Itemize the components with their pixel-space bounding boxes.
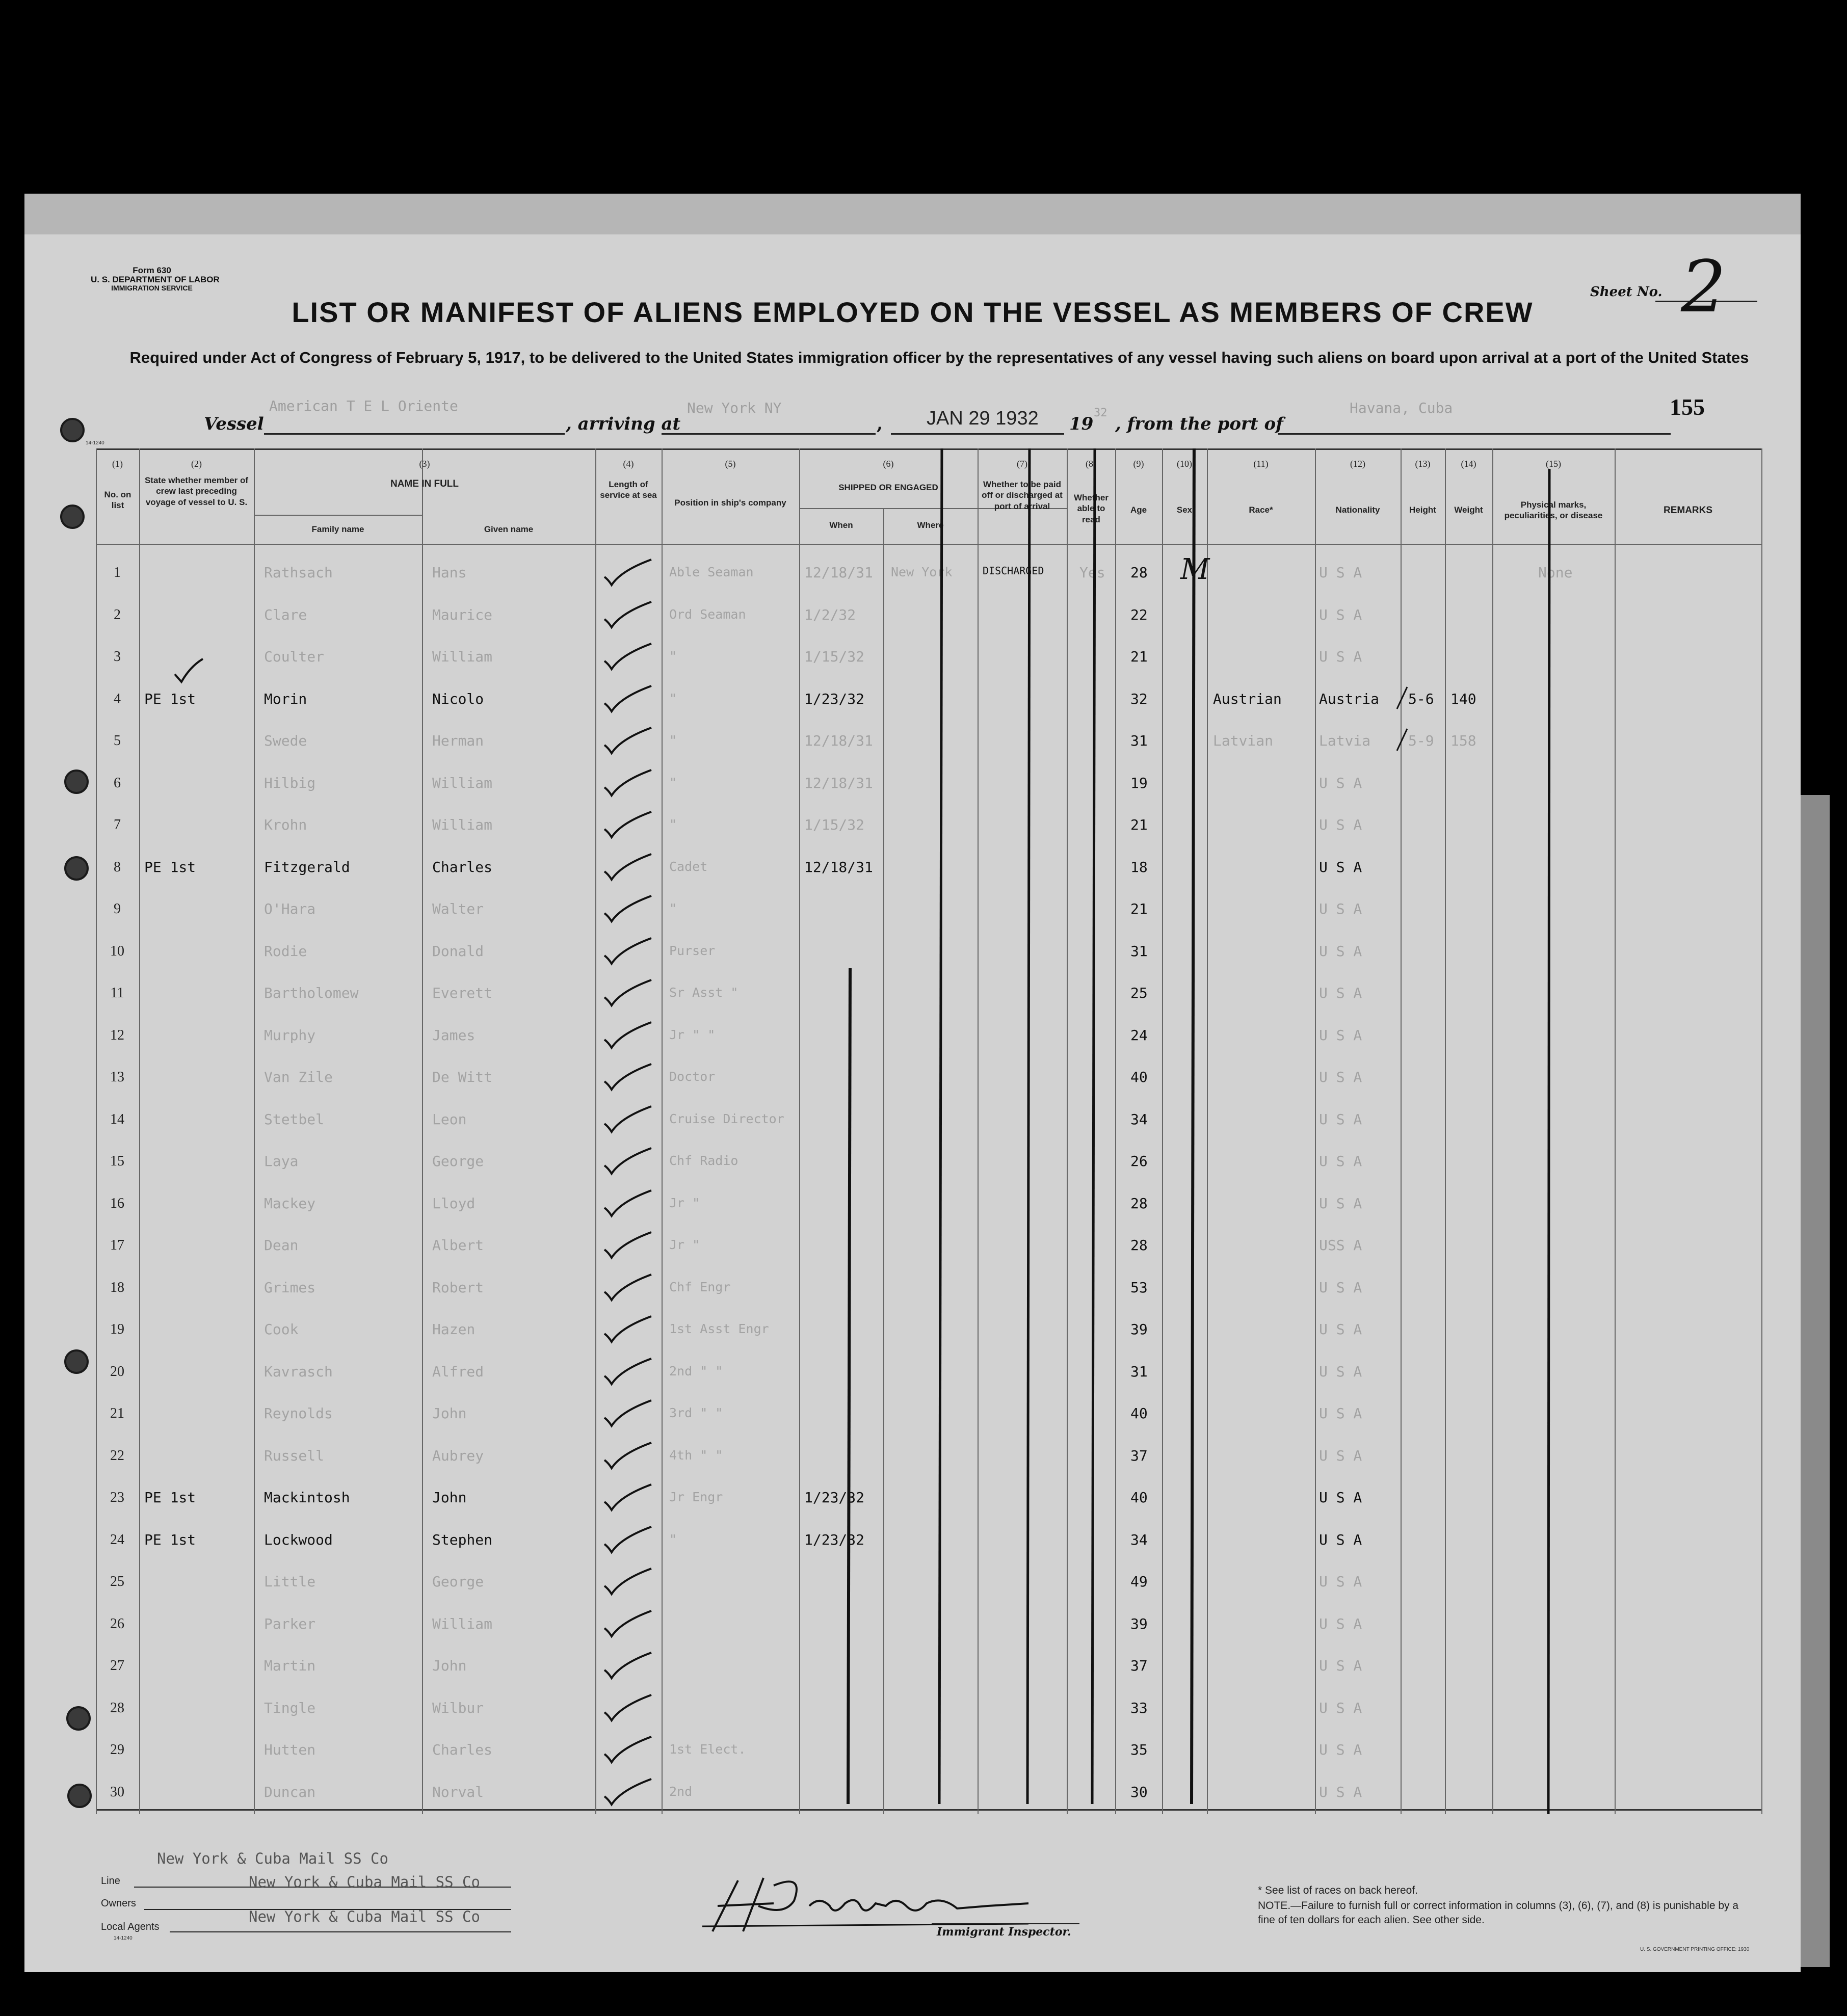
cell-given-name: George xyxy=(432,1153,484,1170)
col-number: (5) xyxy=(725,459,736,469)
punch-hole-icon xyxy=(60,418,85,442)
from-port-label: , from the port of xyxy=(1115,414,1283,434)
cell-nationality: U S A xyxy=(1319,858,1362,876)
col-number: (8) xyxy=(1086,459,1096,469)
cell-sex: M xyxy=(1180,553,1210,586)
cell-age: 21 xyxy=(1130,900,1148,917)
cell-nationality: U S A xyxy=(1319,1069,1362,1085)
cell-when: 12/18/31 xyxy=(804,774,873,791)
cell-age: 40 xyxy=(1130,1069,1148,1085)
cell-nationality: U S A xyxy=(1319,816,1362,833)
form-id-block xyxy=(91,266,220,292)
cell-given-name: Aubrey xyxy=(432,1447,484,1464)
cell-given-name: Maurice xyxy=(432,606,493,623)
cell-where: New York xyxy=(891,565,953,579)
cell-when: 12/18/31 xyxy=(804,564,873,581)
cell-family-name: Morin xyxy=(264,690,307,707)
punch-hole-icon xyxy=(64,770,89,794)
cell-age: 37 xyxy=(1130,1657,1148,1674)
cell-weight: 140 xyxy=(1450,690,1476,707)
note-races: * See list of races on back hereof. xyxy=(1258,1885,1418,1896)
col-number: (4) xyxy=(623,459,634,469)
cell-family-name: Rathsach xyxy=(264,564,333,581)
manifest-sheet: Form 630 U. S. DEPARTMENT OF LABOR IMMIGRATION SERVICE LIST OR MANIFEST OF ALIENS EMPLOYED ON THE VESSEL AS MEMBERS OF CREW Required under Act of Congress of February 5, 1917, to be delivered to the United States immigration officer by the representatives of any vessel having such aliens on board upon arrival at a port of the United States Sheet No. 2 155 Vessel American T E L Oriente , arriving at New York NY , JAN 29 1932 19 32 , from the port of Havana, Cuba 14-1240 (1) (2) (3) (4) (5) (6) (7) (8) (9) (10) (11) (12) (13) (14) (15) No. on list State whether member of crew last preceding voyage of vessel to U. S. NAME IN FULL Family name Given name Length of service at sea Position in ship's company SHIPPED OR ENGAGED When Where Whether to be paid off or discharged at port of arrival Whether able to read Age Sex Race* Nationality Height Weight Physical marks, peculiarities, or disease REMARKS 1 Rathsach Hans Able Seaman 12/18/31 New York DISCHARGED Yes 28 U S A None M 2 Clare Maurice Ord Seaman 1/2/32 22 U S A 3 Coulter William " 1/15/32 21 U S A 4 PE 1st Morin Nicolo " 1/23/32 32 Austrian Austria 5-6 140 5 Swede Herman " 12/18/31 31 Latvian Latvia 5-9 158 6 Hilbig William " 12/18/31 19 U S A 7 Krohn William " 1/15/32 21 U S A 8 PE 1st Fitzgerald Charles Cadet 12/18/31 18 U S A 9 O'Hara Walter " 21 U S A 10 Rodie Donald Purser 31 U S A 11 Bartholomew Everett Sr Asst " 25 U S A 12 Murphy James Jr " " 24 U S A 13 Van Zile De Witt Doctor 40 U S A 14 Stetbel Leon Cruise Director 34 U S A 15 Laya George Chf Radio 26 U S A 16 Mackey Lloyd Jr " 28 U S A 17 Dean Albert Jr " 28 USS A 18 Grimes Robert Chf Engr 53 U S A 19 Cook Hazen 1st Asst Engr 39 U S A 20 Kavrasch Alfred 2nd " " 31 U S A 21 Reynolds John 3rd " " 40 U S A 22 Russell Aubrey 4th " " 37 U S A 23 PE 1st Mackintosh John Jr Engr 1/23/32 40 U S A 24 PE 1st Lockwood Stephen " 1/23/32 34 U S A 25 Little George 49 U S A 26 Parker William 39 U S A 27 Martin John 37 U S A 28 Tingle Wilbur 33 U S A 29 Hutten Charles 1st Elect. 35 U S A 30 Duncan Norval 2nd 30 U S A New York & Cuba Mail SS Co Line Owners New York & Cuba Mail SS Co Local Agents New York & Cuba Mail SS Co 14-1240 Immigrant Inspector. * See list of races on back hereof. NOTE.—Failure to furnish full or correct information in columns (3), (6), (7), and (8) is punishable by a fine of ten dollars for each alien. See other side. U. S. GOVERNMENT PRINTING OFFICE: 1930 xyxy=(24,194,1801,1972)
cell-family-name: Lockwood xyxy=(264,1531,333,1548)
cell-position: Purser xyxy=(669,943,716,958)
cell-age: 31 xyxy=(1130,732,1148,749)
cell-given-name: William xyxy=(432,774,493,791)
cell-row-number: 28 xyxy=(110,1700,124,1716)
cell-row-number: 23 xyxy=(110,1490,124,1505)
cell-age: 30 xyxy=(1130,1783,1148,1800)
cell-position: 2nd xyxy=(669,1784,693,1799)
cell-family-name: Kavrasch xyxy=(264,1363,333,1380)
cell-position: 2nd " " xyxy=(669,1363,723,1378)
vessel-underline xyxy=(264,433,565,435)
cell-nationality: U S A xyxy=(1319,1489,1362,1506)
cell-given-name: Hazen xyxy=(432,1321,476,1338)
cell-family-name: Reynolds xyxy=(264,1405,333,1422)
cell-row-number: 4 xyxy=(114,691,121,707)
cell-position: Jr Engr xyxy=(669,1490,723,1504)
cell-family-name: Swede xyxy=(264,732,307,749)
cell-family-name: Stetbel xyxy=(264,1110,325,1128)
sheet-label: Sheet No. xyxy=(1590,284,1663,300)
cell-position: Cruise Director xyxy=(669,1111,784,1126)
header-sex: Sex xyxy=(1176,505,1193,515)
cell-race: Latvian xyxy=(1213,732,1274,749)
cell-nationality: U S A xyxy=(1319,774,1362,791)
header-state-crew: State whether member of crew last preceding voyage of vessel to U. S. xyxy=(144,475,249,507)
cell-nationality: U S A xyxy=(1319,1110,1362,1128)
cell-position: " xyxy=(669,1531,677,1547)
cell-position: Chf Radio xyxy=(669,1153,738,1168)
cell-nationality: U S A xyxy=(1319,1447,1362,1464)
cell-given-name: Alfred xyxy=(432,1363,484,1380)
header-able-read: Whether able to read xyxy=(1074,493,1109,524)
cell-given-name: George xyxy=(432,1573,484,1590)
cell-family-name: Hutten xyxy=(264,1741,316,1758)
cell-nationality: U S A xyxy=(1319,1699,1362,1716)
punch-hole-icon xyxy=(67,1784,92,1808)
cell-age: 26 xyxy=(1130,1153,1148,1170)
cell-row-number: 22 xyxy=(110,1447,124,1464)
cell-position: Chf Engr xyxy=(669,1279,731,1294)
cell-age: 31 xyxy=(1130,1363,1148,1380)
cell-family-name: Mackintosh xyxy=(264,1489,350,1506)
header-length-service: Length of service at sea xyxy=(600,480,657,500)
cell-age: 34 xyxy=(1130,1531,1148,1548)
col-number: (13) xyxy=(1415,459,1431,469)
agents-underline xyxy=(170,1931,511,1932)
cell-family-name: Martin xyxy=(264,1657,316,1674)
cell-paid-off: DISCHARGED xyxy=(983,565,1044,577)
owners-company: New York & Cuba Mail SS Co xyxy=(249,1873,480,1891)
cell-row-number: 25 xyxy=(110,1574,124,1589)
cell-age: 18 xyxy=(1130,858,1148,876)
header-family-name: Family name xyxy=(311,524,364,534)
cell-nationality: U S A xyxy=(1319,1153,1362,1170)
cell-family-name: Krohn xyxy=(264,816,307,833)
cell-row-number: 8 xyxy=(114,859,121,875)
cell-row-number: 17 xyxy=(110,1237,124,1253)
cell-family-name: Grimes xyxy=(264,1279,316,1296)
cell-position: " xyxy=(669,817,677,832)
cell-nationality: U S A xyxy=(1319,942,1362,960)
cell-age: 19 xyxy=(1130,774,1148,791)
cell-given-name: John xyxy=(432,1405,467,1422)
cell-nationality: U S A xyxy=(1319,1615,1362,1632)
vessel-label: Vessel xyxy=(204,414,264,434)
cell-given-name: John xyxy=(432,1657,467,1674)
cell-given-name: Albert xyxy=(432,1237,484,1254)
header-physical: Physical marks, peculiarities, or disease xyxy=(1504,500,1603,521)
cell-given-name: Charles xyxy=(432,1741,493,1758)
cell-family-name: Fitzgerald xyxy=(264,858,350,876)
cell-when: 1/2/32 xyxy=(804,606,856,623)
ditto-line-sex xyxy=(1192,448,1194,1804)
vessel-name: American T E L Oriente xyxy=(269,397,458,414)
cell-nationality: Austria xyxy=(1319,690,1380,707)
cell-age: 32 xyxy=(1130,690,1148,707)
cell-position: " xyxy=(669,775,677,790)
note-text: NOTE.—Failure to furnish full or correct information in columns (3), (6), (7), and (8) is punishable by a fine of ten dollars for each alien. See other side. xyxy=(1258,1900,1739,1926)
cell-position: Jr " xyxy=(669,1195,700,1210)
cell-row-number: 3 xyxy=(114,649,121,665)
cell-position: Cadet xyxy=(669,859,708,874)
cell-family-name: Dean xyxy=(264,1237,299,1254)
cell-nationality: U S A xyxy=(1319,900,1362,917)
cell-nationality: U S A xyxy=(1319,564,1362,581)
punch-hole-icon xyxy=(64,1349,89,1374)
cell-given-name: Hans xyxy=(432,564,467,581)
cell-age: 40 xyxy=(1130,1489,1148,1506)
header-when: When xyxy=(829,520,853,530)
cell-position: 1st Elect. xyxy=(669,1742,746,1757)
ditto-line-read xyxy=(1092,448,1095,1804)
cell-nationality: U S A xyxy=(1319,1573,1362,1590)
cell-row-number: 15 xyxy=(110,1153,124,1169)
cell-when: 1/23/32 xyxy=(804,690,865,707)
cell-position: 1st Asst Engr xyxy=(669,1321,769,1336)
cell-race: Austrian xyxy=(1213,690,1282,707)
cell-family-name: Hilbig xyxy=(264,774,316,791)
cell-row-number: 27 xyxy=(110,1658,124,1674)
cell-family-name: Little xyxy=(264,1573,316,1590)
cell-row-number: 13 xyxy=(110,1069,124,1085)
header-paid-off: Whether to be paid off or discharged at port of arrival xyxy=(982,480,1063,511)
arriving-port: New York NY xyxy=(687,400,782,416)
col-number: (3) xyxy=(419,459,430,469)
col-number: (6) xyxy=(883,459,894,469)
cell-when: 12/18/31 xyxy=(804,858,873,876)
arriving-label: , arriving at xyxy=(566,414,681,434)
cell-position: 3rd " " xyxy=(669,1405,723,1420)
cell-age: 53 xyxy=(1130,1279,1148,1296)
col-number: (11) xyxy=(1253,459,1269,469)
cell-position: Jr " " xyxy=(669,1027,716,1042)
cell-when: 1/15/32 xyxy=(804,648,865,665)
crew-table xyxy=(96,448,1762,1814)
cell-state: PE 1st xyxy=(144,1531,196,1548)
cell-row-number: 7 xyxy=(114,817,121,833)
cell-nationality: U S A xyxy=(1319,1279,1362,1296)
cell-given-name: William xyxy=(432,1615,493,1632)
cell-row-number: 14 xyxy=(110,1111,124,1127)
cell-row-number: 12 xyxy=(110,1027,124,1043)
sheet-number: 2 xyxy=(1681,246,1727,329)
cell-age: 34 xyxy=(1130,1110,1148,1128)
cell-age: 49 xyxy=(1130,1573,1148,1590)
cell-row-number: 1 xyxy=(114,565,121,580)
cell-age: 24 xyxy=(1130,1026,1148,1044)
cell-row-number: 11 xyxy=(110,985,124,1001)
cell-given-name: John xyxy=(432,1489,467,1506)
cell-given-name: William xyxy=(432,648,493,665)
cell-family-name: Tingle xyxy=(264,1699,316,1716)
cell-when: 1/15/32 xyxy=(804,816,865,833)
col-number: (2) xyxy=(191,459,202,469)
cell-height: 5-9 xyxy=(1408,732,1434,749)
cell-row-number: 9 xyxy=(114,901,121,917)
cell-weight: 158 xyxy=(1450,732,1476,749)
cell-position: " xyxy=(669,733,677,748)
cell-age: 33 xyxy=(1130,1699,1148,1716)
ditto-marks xyxy=(96,448,1762,1814)
cell-given-name: Everett xyxy=(432,985,493,1001)
header-no-on-list: No. on list xyxy=(104,490,131,511)
department-name: U. S. DEPARTMENT OF LABOR xyxy=(91,274,220,284)
cell-age: 39 xyxy=(1130,1615,1148,1632)
cell-age: 28 xyxy=(1130,564,1148,581)
cell-position: " xyxy=(669,691,677,706)
header-weight: Weight xyxy=(1454,505,1483,515)
col-number: (14) xyxy=(1461,459,1476,469)
cell-given-name: Donald xyxy=(432,942,484,960)
cell-position: " xyxy=(669,649,677,664)
print-code: 14-1240 xyxy=(86,440,104,446)
cell-nationality: U S A xyxy=(1319,648,1362,665)
cell-age: 37 xyxy=(1130,1447,1148,1464)
cell-position: Jr " xyxy=(669,1237,700,1252)
service-name: IMMIGRATION SERVICE xyxy=(111,283,193,292)
cell-nationality: U S A xyxy=(1319,606,1362,623)
punch-hole-icon xyxy=(64,856,89,881)
header-position: Position in ship's company xyxy=(674,498,786,508)
agents-company: New York & Cuba Mail SS Co xyxy=(249,1908,480,1925)
cell-nationality: U S A xyxy=(1319,1195,1362,1212)
cell-family-name: Laya xyxy=(264,1153,299,1170)
col-number: (12) xyxy=(1350,459,1365,469)
ditto-line-physical xyxy=(1548,469,1549,1814)
cell-family-name: Rodie xyxy=(264,942,307,960)
cell-given-name: William xyxy=(432,816,493,833)
cell-when: 12/18/31 xyxy=(804,732,873,749)
cell-position: Able Seaman xyxy=(669,565,754,579)
cell-physical: None xyxy=(1538,564,1573,581)
footer-print-code: 14-1240 xyxy=(114,1935,133,1941)
header-remarks: REMARKS xyxy=(1663,505,1713,516)
cell-row-number: 26 xyxy=(110,1615,124,1632)
cell-given-name: Herman xyxy=(432,732,484,749)
cell-row-number: 21 xyxy=(110,1405,124,1421)
header-where: Where xyxy=(917,520,944,530)
cell-nationality: U S A xyxy=(1319,1531,1362,1548)
from-port-underline xyxy=(1278,433,1671,435)
cell-position: Doctor xyxy=(669,1069,716,1084)
cell-family-name: Parker xyxy=(264,1615,316,1632)
cell-nationality: U S A xyxy=(1319,1321,1362,1338)
cell-nationality: U S A xyxy=(1319,1026,1362,1044)
cell-given-name: De Witt xyxy=(432,1069,493,1085)
cell-age: 40 xyxy=(1130,1405,1148,1422)
col-number: (10) xyxy=(1177,459,1192,469)
punch-hole-icon xyxy=(60,505,85,529)
cell-given-name: Leon xyxy=(432,1110,467,1128)
cell-given-name: Stephen xyxy=(432,1531,493,1548)
owners-label: Owners xyxy=(101,1898,136,1909)
header-name-in-full: NAME IN FULL xyxy=(390,479,459,489)
cell-row-number: 2 xyxy=(114,606,121,623)
cell-state: PE 1st xyxy=(144,858,196,876)
header-nationality: Nationality xyxy=(1335,505,1380,515)
gpo-imprint: U. S. GOVERNMENT PRINTING OFFICE: 1930 xyxy=(1640,1947,1750,1952)
cell-row-number: 19 xyxy=(110,1321,124,1337)
cell-row-number: 5 xyxy=(114,733,121,749)
line-label: Line xyxy=(101,1875,120,1887)
cell-age: 39 xyxy=(1130,1321,1148,1338)
inspector-label: Immigrant Inspector. xyxy=(937,1925,1071,1939)
cell-state: PE 1st xyxy=(144,1489,196,1506)
inspector-underline xyxy=(932,1923,1079,1924)
cell-family-name: Coulter xyxy=(264,648,325,665)
cell-row-number: 20 xyxy=(110,1363,124,1380)
cell-nationality: U S A xyxy=(1319,1363,1362,1380)
page-title: LIST OR MANIFEST OF ALIENS EMPLOYED ON THE VESSEL AS MEMBERS OF CREW xyxy=(292,296,1534,328)
cell-height: 5-6 xyxy=(1408,690,1434,707)
cell-position: 4th " " xyxy=(669,1447,723,1463)
year-suffix: 32 xyxy=(1094,407,1107,419)
cell-given-name: Wilbur xyxy=(432,1699,484,1716)
date-underline xyxy=(891,433,1064,435)
cell-able-read: Yes xyxy=(1079,564,1105,581)
cell-family-name: Murphy xyxy=(264,1026,316,1044)
cell-age: 35 xyxy=(1130,1741,1148,1758)
agents-label: Local Agents xyxy=(101,1921,160,1932)
cell-when: 1/23/32 xyxy=(804,1489,865,1506)
ditto-line-where xyxy=(939,448,942,1804)
cell-family-name: Clare xyxy=(264,606,307,623)
ditto-line-paid xyxy=(1027,448,1030,1804)
cell-position: Ord Seaman xyxy=(669,606,746,622)
col-number: (15) xyxy=(1546,459,1561,469)
cell-row-number: 29 xyxy=(110,1742,124,1758)
cell-state: PE 1st xyxy=(144,690,196,707)
cell-row-number: 24 xyxy=(110,1531,124,1548)
cell-age: 21 xyxy=(1130,648,1148,665)
cell-row-number: 6 xyxy=(114,775,121,791)
cell-position: Sr Asst " xyxy=(669,985,738,1000)
cell-given-name: Lloyd xyxy=(432,1195,476,1212)
cell-family-name: Mackey xyxy=(264,1195,316,1212)
year-prefix: 19 xyxy=(1069,414,1094,434)
cell-nationality: U S A xyxy=(1319,1657,1362,1674)
cell-family-name: Russell xyxy=(264,1447,325,1464)
arriving-underline xyxy=(662,433,876,435)
cell-age: 21 xyxy=(1130,816,1148,833)
cell-nationality: U S A xyxy=(1319,985,1362,1001)
header-height: Height xyxy=(1409,505,1436,515)
cell-nationality: U S A xyxy=(1319,1783,1362,1800)
ditto-line-when xyxy=(848,968,850,1804)
header-race: Race* xyxy=(1249,505,1273,515)
cell-when: 1/23/32 xyxy=(804,1531,865,1548)
cell-family-name: O'Hara xyxy=(264,900,316,917)
punch-hole-icon xyxy=(66,1706,91,1731)
cell-row-number: 18 xyxy=(110,1279,124,1295)
cell-given-name: Charles xyxy=(432,858,493,876)
col-number: (7) xyxy=(1017,459,1027,469)
header-shipped: SHIPPED OR ENGAGED xyxy=(838,483,938,492)
cell-given-name: Robert xyxy=(432,1279,484,1296)
col-number: (1) xyxy=(112,459,123,469)
sheet-top-margin xyxy=(24,194,1801,234)
cell-age: 25 xyxy=(1130,985,1148,1001)
cell-given-name: James xyxy=(432,1026,476,1044)
cell-given-name: Nicolo xyxy=(432,690,484,707)
form-number: Form 630 xyxy=(133,266,171,275)
cell-nationality: U S A xyxy=(1319,1405,1362,1422)
header-given-name: Given name xyxy=(484,524,534,534)
header-age: Age xyxy=(1130,505,1147,515)
cell-given-name: Walter xyxy=(432,900,484,917)
arrival-date-stamp: JAN 29 1932 xyxy=(927,408,1039,429)
from-port: Havana, Cuba xyxy=(1350,400,1453,416)
cell-nationality: Latvia xyxy=(1319,732,1371,749)
cell-age: 28 xyxy=(1130,1237,1148,1254)
cell-family-name: Duncan xyxy=(264,1783,316,1800)
cell-given-name: Norval xyxy=(432,1783,484,1800)
cell-nationality: USS A xyxy=(1319,1237,1362,1254)
cell-row-number: 16 xyxy=(110,1195,124,1211)
cell-family-name: Van Zile xyxy=(264,1069,333,1085)
col-number: (9) xyxy=(1133,459,1144,469)
cell-nationality: U S A xyxy=(1319,1741,1362,1758)
cell-row-number: 30 xyxy=(110,1784,124,1800)
page-subtitle: Required under Act of Congress of February 5, 1917, to be delivered to the United States immigration officer by the representatives of any vessel having such aliens on board upon arrival at a port of the United States xyxy=(129,349,1749,366)
cell-age: 31 xyxy=(1130,942,1148,960)
cell-position: " xyxy=(669,901,677,916)
page-number: 155 xyxy=(1670,394,1705,420)
line-company: New York & Cuba Mail SS Co xyxy=(157,1850,388,1867)
cell-family-name: Bartholomew xyxy=(264,985,359,1001)
cell-family-name: Cook xyxy=(264,1321,299,1338)
cell-age: 22 xyxy=(1130,606,1148,623)
cell-age: 28 xyxy=(1130,1195,1148,1212)
cell-row-number: 10 xyxy=(110,943,124,959)
